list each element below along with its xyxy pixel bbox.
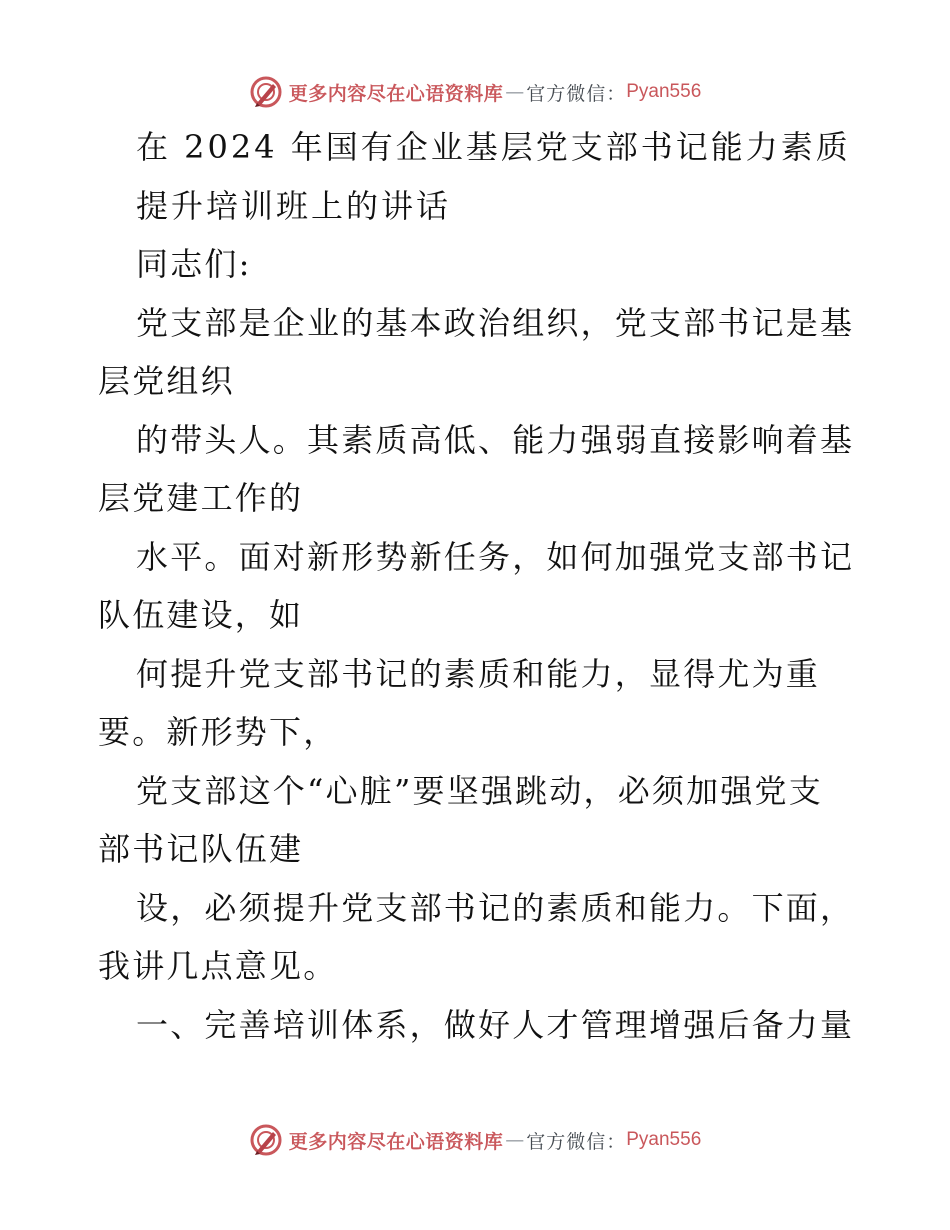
document-body [98, 118, 858, 1054]
paragraph-line: 党支部这个“心脏”要坚强跳动，必须加强党支 [136, 771, 823, 810]
document-title-line-2: 提升培训班上的讲话 [136, 186, 452, 225]
watermark-dash: — [505, 81, 525, 103]
watermark-brand-text: 更多内容尽在心语资料库 [288, 1130, 504, 1153]
watermark-wechat-id: Pyan556 [626, 81, 702, 102]
watermark-dash: — [505, 1129, 525, 1151]
header-watermark [0, 70, 950, 114]
watermark-wechat-label: 官方微信： [526, 1130, 627, 1153]
pen-logo-icon [249, 75, 283, 109]
paragraph-line: 的带头人。其素质高低、能力强弱直接影响着基 [136, 420, 855, 459]
watermark-wechat-id: Pyan556 [626, 1129, 702, 1150]
paragraph-line: 我讲几点意见。 [98, 947, 338, 985]
paragraph-line: 队伍建设，如 [98, 596, 304, 634]
watermark-brand-text: 更多内容尽在心语资料库 [288, 82, 504, 105]
paragraph-line: 党支部是企业的基本政治组织，党支部书记是基 [136, 303, 855, 342]
document-title-line-1: 在 2024 年国有企业基层党支部书记能力素质 [136, 128, 851, 166]
paragraph-line: 设，必须提升党支部书记的素质和能力。下面， [136, 888, 855, 927]
paragraph-line: 水平。面对新形势新任务，如何加强党支部书记 [136, 537, 855, 576]
salutation: 同志们: [136, 245, 252, 283]
footer-watermark [0, 1118, 950, 1162]
paragraph-line: 何提升党支部书记的素质和能力，显得尤为重 [136, 654, 821, 693]
section-heading: 一、完善培训体系，做好人才管理增强后备力量 [136, 1005, 855, 1044]
paragraph-line: 层党组织 [98, 362, 235, 400]
paragraph-line: 要。新形势下， [98, 713, 338, 751]
paragraph-line: 层党建工作的 [98, 479, 304, 517]
paragraph-line: 部书记队伍建 [98, 830, 304, 868]
pen-logo-icon [249, 1123, 283, 1157]
watermark-wechat-label: 官方微信： [526, 82, 627, 105]
